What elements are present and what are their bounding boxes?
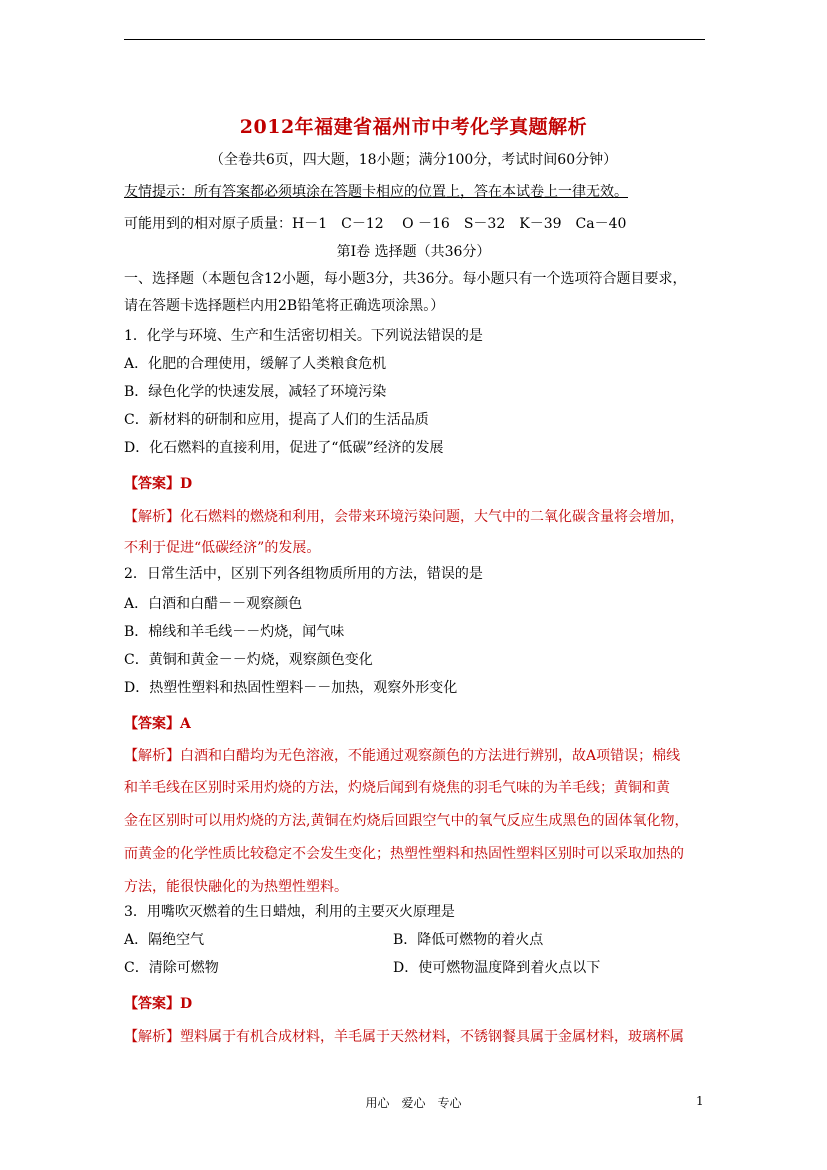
answer-label: 【答案】D: [124, 996, 193, 1012]
option-c: C．黄铜和黄金－－灼烧，观察颜色变化: [124, 652, 373, 668]
option-c: C．新材料的研制和应用，提高了人们的生活品质: [124, 412, 429, 428]
tip-text: 友情提示：所有答案都必须填涂在答题卡相应的位置上，答在本试卷上一律无效。: [124, 184, 628, 200]
atomic-mass-text: 可能用到的相对原子质量：H－1 C－12 O －16 S－32 K－39 Ca－40: [124, 216, 627, 232]
analysis-text: 【解析】化石燃料的燃烧和利用，会带来环境污染问题，大气中的二氧化碳含量将会增加，: [124, 509, 684, 525]
answer-label: 【答案】A: [124, 716, 191, 732]
instructions-line: 一、选择题（本题包含12小题，每小题3分，共36分。每小题只有一个选项符合题目要求，: [124, 271, 687, 287]
option-b: B．降低可燃物的着火点: [393, 932, 544, 948]
option-b: B．棉线和羊毛线－－灼烧，闻气味: [124, 624, 345, 640]
exam-subtitle: （全卷共6页，四大题，18小题；满分100分，考试时间60分钟）: [209, 152, 618, 168]
analysis-text: 【解析】塑料属于有机合成材料，羊毛属于天然材料，不锈钢餐具属于金属材料，玻璃杯属: [124, 1029, 684, 1045]
option-d: D．化石燃料的直接利用，促进了“低碳”经济的发展: [124, 440, 444, 456]
page-title: 2012年福建省福州市中考化学真题解析: [239, 116, 588, 138]
analysis-text: 【解析】白酒和白醋均为无色溶液，不能通过观察颜色的方法进行辨别，故A项错误；棉线: [124, 748, 681, 764]
section-title: 第Ⅰ卷 选择题（共36分）: [336, 244, 491, 260]
analysis-text: 金在区别时可以用灼烧的方法,黄铜在灼烧后回跟空气中的氧气反应生成黑色的固体氧化物，: [124, 813, 689, 829]
answer-label: 【答案】D: [124, 476, 193, 492]
analysis-text: 而黄金的化学性质比较稳定不会发生变化；热塑性塑料和热固性塑料区别时可以采取加热的: [124, 846, 684, 862]
option-a: A．隔绝空气: [124, 932, 205, 948]
option-a: A．白酒和白醋－－观察颜色: [124, 596, 303, 612]
option-a: A．化肥的合理使用，缓解了人类粮食危机: [124, 356, 387, 372]
question-stem: 1．化学与环境、生产和生活密切相关。下列说法错误的是: [124, 328, 483, 344]
header-rule: [124, 39, 705, 40]
option-c: C．清除可燃物: [124, 960, 219, 976]
option-row: [124, 930, 544, 950]
page-footer: 用心 爱心 专心: [365, 1096, 462, 1110]
analysis-text: 和羊毛线在区别时采用灼烧的方法，灼烧后闻到有烧焦的羽毛气味的为羊毛线；黄铜和黄: [124, 780, 670, 796]
option-row: [124, 958, 601, 978]
page-number: 1: [696, 1094, 704, 1108]
option-b: B．绿色化学的快速发展，减轻了环境污染: [124, 384, 387, 400]
instructions-line: 请在答题卡选择题栏内用2B铅笔将正确选项涂黑。）: [124, 298, 445, 314]
analysis-text: 不利于促进“低碳经济”的发展。: [124, 540, 321, 556]
analysis-text: 方法，能很快融化的为热塑性塑料。: [124, 879, 348, 895]
question-stem: 2．日常生活中，区别下列各组物质所用的方法，错误的是: [124, 566, 483, 582]
question-stem: 3．用嘴吹灭燃着的生日蜡烛，利用的主要灭火原理是: [124, 904, 455, 920]
option-d: D．热塑性塑料和热固性塑料－－加热，观察外形变化: [124, 680, 458, 696]
option-d: D．使可燃物温度降到着火点以下: [393, 960, 601, 976]
